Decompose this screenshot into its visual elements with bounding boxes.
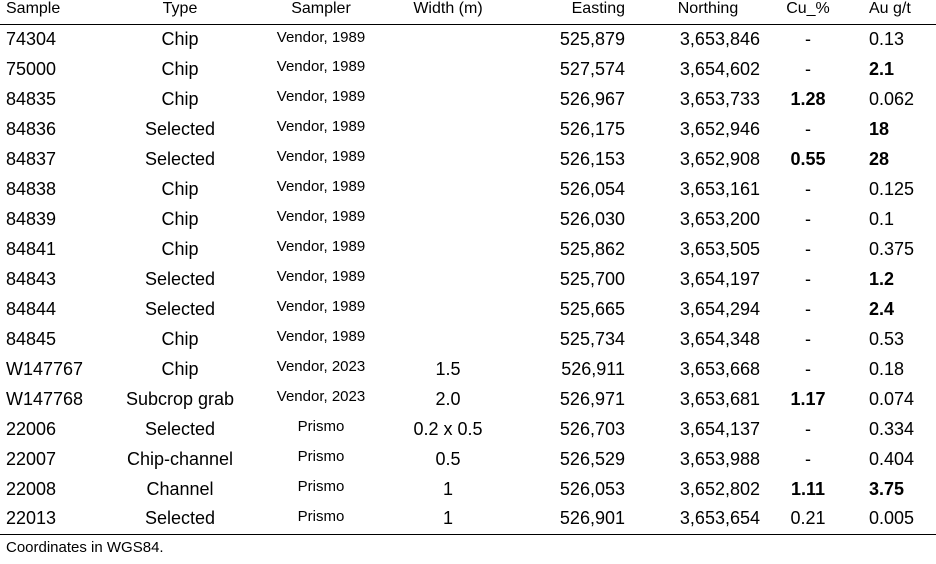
cell-easting: 525,862 xyxy=(559,238,625,259)
cell-sampler: Vendor, 1989 xyxy=(276,208,366,225)
cell-sampler: Prismo xyxy=(260,504,382,534)
table-row xyxy=(0,474,936,504)
cell-au: 0.404 xyxy=(869,448,915,469)
table-body xyxy=(0,24,936,534)
cell-easting: 526,911 xyxy=(561,358,625,379)
cell-northing: 3,653,161 xyxy=(679,178,760,199)
cell-width xyxy=(382,264,514,294)
cell-sample: 84843 xyxy=(6,268,57,289)
cell-easting: 526,901 xyxy=(514,504,646,534)
cell-width xyxy=(382,204,514,234)
table-row xyxy=(0,264,936,294)
cell-sample: 84841 xyxy=(6,238,57,259)
cell-northing: 3,654,197 xyxy=(679,268,760,289)
cell-au: 0.125 xyxy=(869,178,915,199)
header-cu: Cu_% xyxy=(770,0,846,24)
cell-sampler: Prismo xyxy=(297,418,345,435)
cell-sample: 75000 xyxy=(6,58,57,79)
cell-sampler: Vendor, 1989 xyxy=(276,118,366,135)
cell-northing: 3,654,137 xyxy=(679,418,760,439)
table-row xyxy=(0,294,936,324)
cell-width xyxy=(382,24,514,54)
cell-type: Chip xyxy=(161,358,199,379)
table-row xyxy=(0,204,936,234)
cell-cu: - xyxy=(805,448,811,469)
cell-cu: - xyxy=(805,178,811,199)
header-width: Width (m) xyxy=(382,0,514,24)
table-row xyxy=(0,24,936,54)
cell-au: 18 xyxy=(869,118,890,139)
table-row xyxy=(0,84,936,114)
cell-au: 0.005 xyxy=(846,504,936,534)
footnote: Coordinates in WGS84. xyxy=(6,539,164,556)
cell-au: 2.4 xyxy=(869,298,895,319)
cell-width: 1 xyxy=(382,504,514,534)
cell-au: 1.2 xyxy=(869,268,895,289)
cell-sampler: Vendor, 1989 xyxy=(276,238,366,255)
cell-sample: 84836 xyxy=(6,118,57,139)
cell-cu: 1.11 xyxy=(790,478,826,499)
cell-sampler: Vendor, 1989 xyxy=(276,298,366,315)
cell-width xyxy=(382,144,514,174)
cell-northing: 3,653,681 xyxy=(679,388,760,409)
cell-sample: 74304 xyxy=(6,28,57,49)
cell-cu: 1.28 xyxy=(790,88,826,109)
cell-easting: 526,971 xyxy=(559,388,625,409)
cell-sample: 84839 xyxy=(6,208,57,229)
table-row xyxy=(0,504,936,534)
table-row xyxy=(0,414,936,444)
cell-sampler: Prismo xyxy=(297,478,345,495)
cell-northing: 3,654,348 xyxy=(679,328,760,349)
cell-sample: 84844 xyxy=(6,298,57,319)
cell-type: Chip xyxy=(161,328,199,349)
cell-au: 0.1 xyxy=(869,208,895,229)
cell-width: 2.0 xyxy=(435,388,461,409)
cell-sample: 84835 xyxy=(6,88,57,109)
header-sample: Sample xyxy=(0,0,100,24)
cell-cu: - xyxy=(805,418,811,439)
cell-width xyxy=(382,54,514,84)
cell-sampler: Prismo xyxy=(297,448,345,465)
cell-type: Chip xyxy=(161,238,199,259)
cell-northing: 3,653,200 xyxy=(679,208,760,229)
cell-cu: - xyxy=(805,358,811,379)
cell-cu: - xyxy=(805,28,811,49)
cell-width xyxy=(382,324,514,354)
cell-type: Selected xyxy=(144,148,216,169)
cell-type: Chip-channel xyxy=(126,448,234,469)
cell-width: 1 xyxy=(442,478,453,499)
cell-easting: 526,153 xyxy=(559,148,625,169)
cell-type: Chip xyxy=(161,208,199,229)
cell-easting: 525,734 xyxy=(559,328,625,349)
cell-au: 0.53 xyxy=(869,328,905,349)
cell-sampler: Vendor, 1989 xyxy=(276,88,366,105)
table-row xyxy=(0,54,936,84)
cell-northing: 3,653,988 xyxy=(679,448,760,469)
table-row xyxy=(0,444,936,474)
cell-sample: 84838 xyxy=(6,178,57,199)
table-row xyxy=(0,174,936,204)
cell-type: Selected xyxy=(100,504,260,534)
header-row xyxy=(0,0,936,24)
cell-width: 0.5 xyxy=(435,448,461,469)
cell-easting: 526,053 xyxy=(559,478,625,499)
cell-au: 0.13 xyxy=(869,28,905,49)
cell-sampler: Vendor, 1989 xyxy=(276,178,366,195)
cell-cu: - xyxy=(805,118,811,139)
cell-northing: 3,652,908 xyxy=(679,148,760,169)
cell-easting: 527,574 xyxy=(559,58,625,79)
table-row xyxy=(0,324,936,354)
cell-type: Chip xyxy=(161,58,199,79)
cell-au: 3.75 xyxy=(869,478,905,499)
table-row xyxy=(0,144,936,174)
cell-northing: 3,654,294 xyxy=(679,298,760,319)
cell-easting: 526,175 xyxy=(559,118,625,139)
cell-cu: 1.17 xyxy=(790,388,826,409)
cell-type: Channel xyxy=(146,478,214,499)
cell-cu: - xyxy=(805,58,811,79)
cell-easting: 525,879 xyxy=(559,28,625,49)
cell-width: 0.2 x 0.5 xyxy=(413,418,483,439)
table-row xyxy=(0,234,936,264)
cell-sample: 84837 xyxy=(6,148,57,169)
cell-sample: W147768 xyxy=(6,388,84,409)
cell-northing: 3,653,505 xyxy=(679,238,760,259)
cell-sampler: Vendor, 1989 xyxy=(276,268,366,285)
cell-easting: 525,665 xyxy=(559,298,625,319)
cell-cu: - xyxy=(805,208,811,229)
header-type: Type xyxy=(100,0,260,24)
cell-au: 0.375 xyxy=(869,238,915,259)
cell-cu: 0.55 xyxy=(790,148,826,169)
cell-easting: 526,703 xyxy=(559,418,625,439)
cell-sample: 22007 xyxy=(6,448,57,469)
cell-sample: 22013 xyxy=(0,504,100,534)
cell-cu: - xyxy=(805,268,811,289)
cell-sampler: Vendor, 1989 xyxy=(276,58,366,75)
cell-northing: 3,653,733 xyxy=(679,88,760,109)
cell-width xyxy=(382,114,514,144)
cell-au: 0.074 xyxy=(869,388,915,409)
cell-width: 1.5 xyxy=(435,358,461,379)
cell-type: Selected xyxy=(144,418,216,439)
cell-sample: 22006 xyxy=(6,418,57,439)
cell-cu: 0.21 xyxy=(770,504,846,534)
cell-sample: 22008 xyxy=(6,478,57,499)
cell-northing: 3,653,654 xyxy=(646,504,770,534)
cell-au: 0.334 xyxy=(869,418,915,439)
cell-type: Selected xyxy=(144,118,216,139)
cell-northing: 3,653,668 xyxy=(679,358,760,379)
cell-cu: - xyxy=(805,328,811,349)
cell-easting: 526,030 xyxy=(559,208,625,229)
header-au: Au g/t xyxy=(846,0,936,24)
cell-au: 2.1 xyxy=(869,58,895,79)
cell-northing: 3,654,602 xyxy=(679,58,760,79)
cell-easting: 526,529 xyxy=(559,448,625,469)
cell-au: 0.062 xyxy=(869,88,915,109)
cell-northing: 3,653,846 xyxy=(679,28,760,49)
cell-type: Chip xyxy=(161,28,199,49)
cell-easting: 525,700 xyxy=(559,268,625,289)
cell-northing: 3,652,946 xyxy=(679,118,760,139)
cell-sample: W147767 xyxy=(6,358,84,379)
header-sampler: Sampler xyxy=(260,0,382,24)
cell-easting: 526,054 xyxy=(559,178,625,199)
header-easting: Easting xyxy=(514,0,646,24)
cell-width xyxy=(382,294,514,324)
cell-type: Selected xyxy=(144,298,216,319)
cell-type: Selected xyxy=(144,268,216,289)
cell-width xyxy=(382,234,514,264)
cell-sampler: Vendor, 1989 xyxy=(276,148,366,165)
cell-sampler: Vendor, 1989 xyxy=(276,328,366,345)
cell-cu: - xyxy=(805,298,811,319)
cell-type: Subcrop grab xyxy=(125,388,235,409)
table-header xyxy=(0,0,936,24)
table-row xyxy=(0,354,936,384)
cell-type: Chip xyxy=(161,178,199,199)
cell-sample: 84845 xyxy=(6,328,57,349)
cell-au: 0.18 xyxy=(869,358,905,379)
cell-width xyxy=(382,174,514,204)
header-northing: Northing xyxy=(646,0,770,24)
cell-sampler: Vendor, 1989 xyxy=(276,28,366,46)
cell-au: 28 xyxy=(869,148,890,169)
cell-northing: 3,652,802 xyxy=(679,478,760,499)
cell-cu: - xyxy=(805,238,811,259)
cell-type: Chip xyxy=(161,88,199,109)
cell-sampler: Vendor, 2023 xyxy=(276,388,366,405)
cell-sampler: Vendor, 2023 xyxy=(276,358,366,375)
cell-width xyxy=(382,84,514,114)
table-row xyxy=(0,114,936,144)
table-row xyxy=(0,384,936,414)
cell-easting: 526,967 xyxy=(559,88,625,109)
